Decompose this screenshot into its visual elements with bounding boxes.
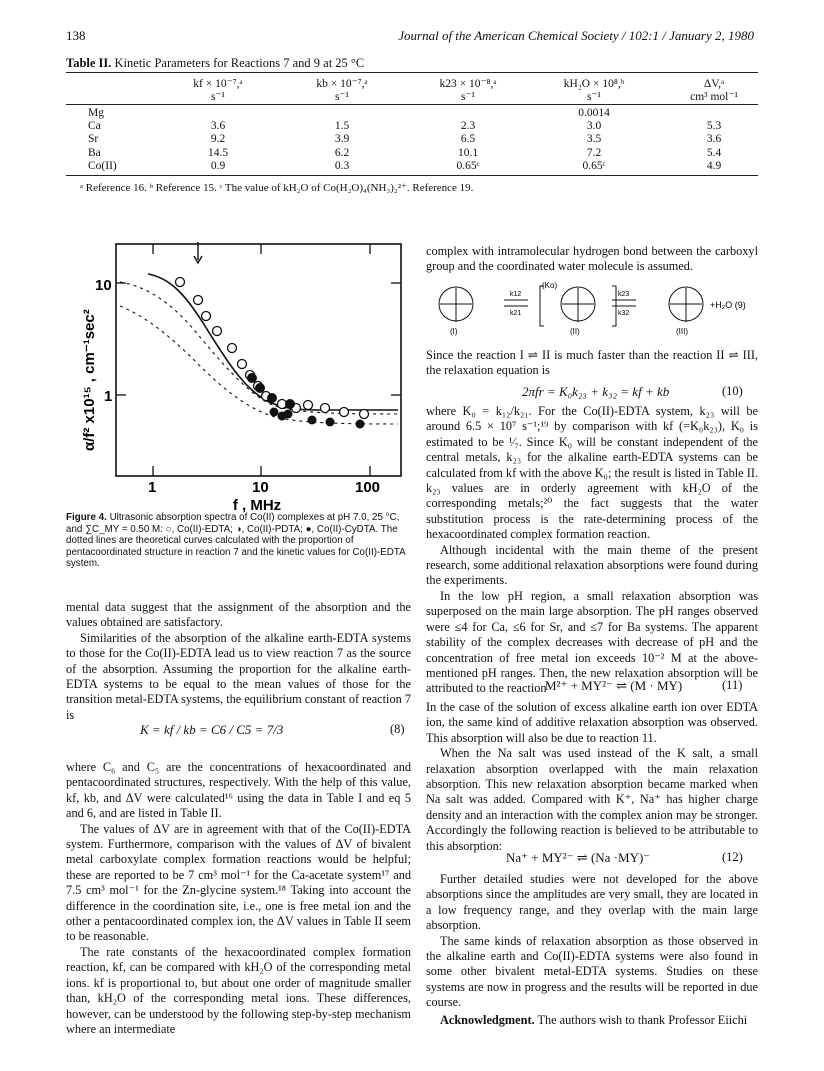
column-header-unit: s⁻¹ xyxy=(461,91,475,103)
table-caption xyxy=(66,56,364,71)
right-column-p3 xyxy=(426,404,758,697)
figure-caption xyxy=(66,512,412,570)
table-cell: 2.3 xyxy=(460,120,476,133)
left-column-continued xyxy=(66,760,411,1037)
table-cell: 9.2 xyxy=(210,133,226,146)
table-caption-label: Table II. xyxy=(66,56,112,70)
column-header-label: kf × 10⁻⁷,ᵃ xyxy=(193,78,243,90)
right-column-p8 xyxy=(426,872,758,1028)
column-header-unit: s⁻¹ xyxy=(211,91,225,103)
scheme-label-II: (II) xyxy=(570,327,580,336)
table-row-metal: Ca xyxy=(88,120,101,133)
table-cell: 7.2 xyxy=(586,146,602,159)
table-header-rule xyxy=(66,104,758,105)
y-tick-1: 1 xyxy=(104,388,113,405)
scheme-k23: k23 xyxy=(618,291,630,298)
fit-curve xyxy=(148,274,398,410)
left-paragraph-4: The values of ΔV are in agreement with that of the Co(II)-EDTA system. Furthermore, comparison with the values of ΔV of bivalent metal carboxylate complex formation reactions would be helpful; these are reported to be 7 cm³ mol⁻¹ for the Ca-acetate system¹⁷ and 7.5 cm³ mol⁻¹ for the Zn-glycine system.¹⁸ Taking into account the difference in the coordination site, i.e., one is free metal ion and the other a pentacoordinated complex ion, the ΔV values in Table II seem to be reasonable. xyxy=(66,821,411,944)
figure-caption-label: Figure 4. xyxy=(66,512,107,523)
right-paragraph-1: complex with intramolecular hydrogen bond between the carboxyl group and the coordinated water molecule is assumed. xyxy=(426,244,758,274)
scheme-k12: k12 xyxy=(510,291,522,298)
journal-running-head: Journal of the American Chemical Society / 102:1 / January 2, 1980 xyxy=(398,28,754,43)
table-cell: 0.65ᶜ xyxy=(582,159,606,172)
axis-ticks xyxy=(116,244,401,476)
column-header-label: ΔV,ᵃ xyxy=(703,78,725,90)
right-paragraph-4: Although incidental with the main theme of the present research, some additional relaxation absorptions were found during the experiments. xyxy=(426,542,758,588)
table-column-header xyxy=(654,78,774,104)
left-paragraph-5: The rate constants of the hexacoordinated complex formation reaction, kf, can be compared with kH₂O of the corresponding metal ions. kf is proportional to, but about one order of magnitude smaller than, kH₂O of the corresponding metal ions. These differences, however, can be understood by the following step-by-step mechanism where an intermediate xyxy=(66,944,411,1036)
table-cell: 1.5 xyxy=(334,120,350,133)
table-cell: 3.5 xyxy=(586,133,602,146)
x-tick-10: 10 xyxy=(252,479,269,496)
acknowledgment-label: Acknowledgment. xyxy=(440,1012,535,1027)
absorption-chart xyxy=(20,236,420,528)
table-cell: 3.0 xyxy=(586,120,602,133)
figure-4-plot xyxy=(20,236,420,528)
equation-11-number: (11) xyxy=(722,678,743,692)
acknowledgment xyxy=(426,1013,758,1028)
equation-8: K = kf / kb = C6 / C5 = 7/3 xyxy=(140,722,284,737)
column-header-unit: s⁻¹ xyxy=(587,91,601,103)
scheme-k21: k21 xyxy=(510,310,522,317)
right-paragraph-7: When the Na salt was used instead of the K salt, a small relaxation absorption overlapped with the main relaxation absorption. This new relaxation absorption became marked when Na salt was added. Compared with K⁺, Na⁺ has higher charge density and an interaction with the complex anion may be stronger. Accordingly the following reaction is believed to be attributable to this absorption: xyxy=(426,746,758,853)
table-cell: 3.6 xyxy=(210,120,226,133)
table-column-header xyxy=(534,78,654,104)
table-row-metal: Sr xyxy=(88,133,99,146)
table-column-header xyxy=(282,78,402,104)
right-column-intro xyxy=(426,244,758,275)
table-cell: 4.9 xyxy=(706,159,722,172)
figure-caption-text: Ultrasonic absorption spectra of Co(II) complexes at pH 7.0, 25 °C, and ∑C_MY = 0.50 M: ○, Co(II)-EDTA; ◑, Co(II)-PDTA; ●, Co(II)-CyDTA. The dotted lines are theoretical curves calculated with the proportion of pentacoordinated structure in reaction 7 and the kinetic values for Co(II)-EDTA system. xyxy=(66,512,406,570)
scheme-label-III: (III) xyxy=(676,327,688,336)
table-column-header xyxy=(408,78,528,104)
table-row-metal: Mg xyxy=(88,107,104,119)
scheme-k32: k32 xyxy=(618,310,630,317)
table-footnote: ᵃ Reference 16. ᵇ Reference 15. ᶜ The value of kH₂O of Co(H₂O)₄(NH₃)₂²⁺. Reference 19. xyxy=(80,182,474,194)
column-header-unit: cm³ mol⁻¹ xyxy=(690,91,738,103)
table-caption-text: Kinetic Parameters for Reactions 7 and 9 at 25 °C xyxy=(111,56,365,70)
column-header-label: kH₂O × 10⁸,ᵇ xyxy=(563,78,625,90)
scheme-ko: (Ko) xyxy=(542,282,558,290)
scheme-label-I: (I) xyxy=(450,327,458,336)
table-cell: 0.0014 xyxy=(578,107,610,119)
table-row-metal: Co(II) xyxy=(88,159,117,172)
page-header xyxy=(0,12,824,43)
table-cell: 6.5 xyxy=(460,133,476,146)
acknowledgment-text: The authors wish to thank Professor Eiichi xyxy=(534,1012,748,1027)
right-column-p2 xyxy=(426,348,758,379)
table-cell: 6.2 xyxy=(334,146,350,159)
x-tick-1: 1 xyxy=(148,479,157,496)
left-paragraph-1: mental data suggest that the assignment of the absorption and the values obtained are satisfactory. xyxy=(66,600,411,630)
left-column xyxy=(66,600,411,723)
equation-11: M²⁺ + MY²⁻ ⇌ (M · MY) xyxy=(545,678,683,693)
table-bottom-rule xyxy=(66,175,758,176)
table-cell: 10.1 xyxy=(457,146,479,159)
table-cell: 14.5 xyxy=(207,146,229,159)
theory-curve-lower xyxy=(120,306,398,424)
equation-12-number: (12) xyxy=(722,850,743,864)
y-axis-label: α/f² x10¹⁵ , cm⁻¹sec² xyxy=(81,309,98,451)
table-cell: 0.65ᶜ xyxy=(456,159,480,172)
column-header-label: kb × 10⁻⁷,ᵃ xyxy=(316,78,368,90)
x-tick-100: 100 xyxy=(355,479,381,496)
scheme-drawing xyxy=(426,282,758,338)
plot-frame xyxy=(116,244,401,476)
y-tick-10: 10 xyxy=(95,277,112,294)
right-paragraph-9: The same kinds of relaxation absorption as those observed in the alkaline earth and Co(II)-EDTA systems were also found in some other bivalent metal-EDTA systems. Studies on these systems are now in progress and the results will be reported in due course. xyxy=(426,933,758,1010)
x-axis-label: f , MHz xyxy=(232,497,282,514)
equation-10: 2πfr = K₀k₂₃ + k₃₂ = kf + kb xyxy=(522,384,670,399)
table-cell: 3.9 xyxy=(334,133,350,146)
column-header-unit: s⁻¹ xyxy=(335,91,349,103)
table-cell: 0.3 xyxy=(334,159,350,172)
reaction-scheme-9 xyxy=(426,282,758,338)
right-paragraph-3: where K₀ = k₁₂/k₂₁. For the Co(II)-EDTA system, k₂₃ will be around 6.5 × 10⁷ s⁻¹;¹⁹ by comparison with kf (=K₀k₂₃), K₀ is estimated to be ¹⁄₇. Since K₀ will be constant independent of the central metals, k₂₃ for the alkaline earth-EDTA systems can be calculated from kf with the above K₀; the result is listed in Table II. k₂₃ values are in orderly agreement with kH₂O of the corresponding metals;²⁰ the fact suggests that the water substitution process is the rate-determining process of the hexacoordinated complex formation reaction. xyxy=(426,404,758,542)
table-column-header xyxy=(158,78,278,104)
table-row-metal: Ba xyxy=(88,146,101,159)
equation-12: Na⁺ + MY²⁻ ⇌ (Na ·MY)⁻ xyxy=(506,850,651,865)
table-cell: 0.9 xyxy=(210,159,226,172)
table-top-rule xyxy=(66,72,758,73)
right-paragraph-2: Since the reaction I ⇌ II is much faster than the reaction II ⇌ III, the relaxation equation is xyxy=(426,348,758,378)
table-cell: 5.3 xyxy=(706,120,722,133)
right-paragraph-6: In the case of the solution of excess alkaline earth ion over EDTA ion, the same kind of additive relaxation absorption was observed. This absorption will also be due to reaction 11. xyxy=(426,700,758,745)
right-column-p6 xyxy=(426,700,758,854)
scheme-product: +H₂O (9) xyxy=(710,300,746,310)
right-paragraph-5: In the low pH region, a small relaxation absorption was superposed on the main large absorption. The pH ranges observed were ≤4 for Ca, ≤6 for Sr, and ≤7 for Ba systems. The apparent stability of the complex decreases with decrease of pH and the concentration of free metal ion exceeds 10⁻² M at the above-mentioned pH ranges. Then, the new relaxation absorption will be attributed to the reaction xyxy=(426,588,758,696)
equation-10-number: (10) xyxy=(722,384,743,398)
right-paragraph-8: Further detailed studies were not developed for the above absorptions since the amplitudes are very small, they are located in a low frequency range, and they overlap with the main large absorption. xyxy=(426,872,758,933)
table-cell: 3.6 xyxy=(706,133,722,146)
page-number: 138 xyxy=(66,28,86,43)
left-paragraph-3: where C₆ and C₅ are the concentrations of hexacoordinated and pentacoordinated structures, respectively. With the help of this value, kf, kb, and ΔV were calculated¹⁶ using the data in Table I and eq 5 and 6, and are listed in Table II. xyxy=(66,760,411,821)
table-cell: 5.4 xyxy=(706,146,722,159)
equation-8-number: (8) xyxy=(390,722,405,736)
left-paragraph-2: Similarities of the absorption of the alkaline earth-EDTA systems to those for the Co(II)-EDTA lead us to view reaction 7 as the source of the absorption. Assuming the proportion for the alkaline earth-EDTA systems to be equal to the mean values of those for the transition metal-EDTA systems, the equilibrium constant of reaction 7 is xyxy=(66,630,411,722)
column-header-label: k23 × 10⁻⁸,ᵃ xyxy=(439,78,497,90)
theory-curve-upper xyxy=(120,282,398,414)
